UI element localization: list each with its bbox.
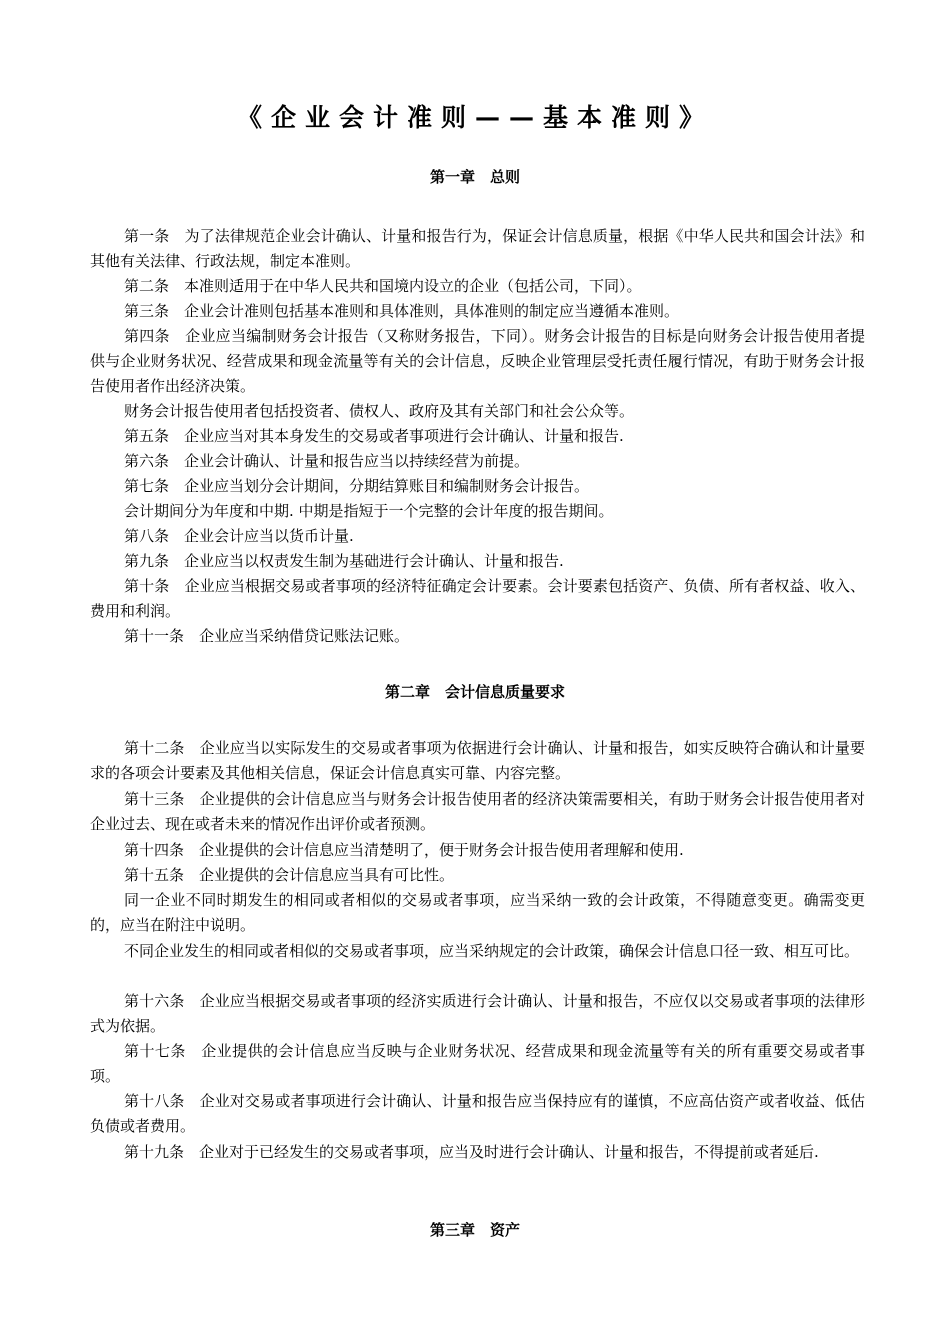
- article-paragraph: 财务会计报告使用者包括投资者、债权人、政府及其有关部门和社会公众等。: [124, 402, 635, 420]
- article-paragraph: 第十条 企业应当根据交易或者事项的经济特征确定会计要素。会计要素包括资产、负债、所有者权益、收入、费用和利润。: [90, 577, 865, 620]
- article-paragraph: 不同企业发生的相同或者相似的交易或者事项，应当采纳规定的会计政策，确保会计信息口径一致、相互可比。: [124, 942, 860, 960]
- chapter-heading: 第二章 会计信息质量要求: [384, 683, 565, 701]
- article-paragraph: 第十八条 企业对交易或者事项进行会计确认、计量和报告应当保持应有的谨慎，不应高估资产或者收益、低估负债或者费用。: [90, 1092, 865, 1135]
- article-paragraph: 第十四条 企业提供的会计信息应当清楚明了，便于财务会计报告使用者理解和使用.: [124, 841, 684, 859]
- article-paragraph: 第七条 企业应当划分会计期间，分期结算账目和编制财务会计报告。: [124, 477, 590, 495]
- article-paragraph: 第十二条 企业应当以实际发生的交易或者事项为依据进行会计确认、计量和报告，如实反映符合确认和计量要求的各项会计要素及其他相关信息，保证会计信息真实可靠、内容完整。: [90, 739, 865, 782]
- article-paragraph: 第九条 企业应当以权责发生制为基础进行会计确认、计量和报告.: [124, 552, 564, 570]
- article-paragraph: 第十三条 企业提供的会计信息应当与财务会计报告使用者的经济决策需要相关，有助于财务会计报告使用者对企业过去、现在或者未来的情况作出评价或者预测。: [90, 790, 865, 833]
- article-paragraph: 第五条 企业应当对其本身发生的交易或者事项进行会计确认、计量和报告.: [124, 427, 624, 445]
- article-paragraph: 第十九条 企业对于已经发生的交易或者事项，应当及时进行会计确认、计量和报告，不得提前或者延后.: [124, 1143, 819, 1161]
- article-paragraph: 第八条 企业会计应当以货币计量.: [124, 527, 354, 545]
- chapter-heading: 第三章 资产: [429, 1221, 520, 1239]
- article-paragraph: 第六条 企业会计确认、计量和报告应当以持续经营为前提。: [124, 452, 530, 470]
- article-paragraph: 第十七条 企业提供的会计信息应当反映与企业财务状况、经营成果和现金流量等有关的所有重要交易或者事项。: [90, 1042, 865, 1085]
- article-paragraph: 第二条 本准则适用于在中华人民共和国境内设立的企业（包括公司，下同）。: [124, 277, 642, 295]
- article-paragraph: 第三条 企业会计准则包括基本准则和具体准则，具体准则的制定应当遵循本准则。: [124, 302, 680, 320]
- article-paragraph: 第四条 企业应当编制财务会计报告（又称财务报告，下同）。财务会计报告的目标是向财务会计报告使用者提供与企业财务状况、经营成果和现金流量等有关的会计信息，反映企业管理层受托责任履行情况，有助于财务会计报告使用者作出经济决策。: [90, 327, 865, 395]
- article-paragraph: 第一条 为了法律规范企业会计确认、计量和报告行为，保证会计信息质量，根据《中华人民共和国会计法》和其他有关法律、行政法规，制定本准则。: [90, 227, 865, 270]
- article-paragraph: 会计期间分为年度和中期. 中期是指短于一个完整的会计年度的报告期间。: [124, 502, 614, 520]
- article-paragraph: 第十五条 企业提供的会计信息应当具有可比性。: [124, 866, 455, 884]
- chapter-heading: 第一章 总则: [429, 168, 520, 186]
- article-paragraph: 第十六条 企业应当根据交易或者事项的经济实质进行会计确认、计量和报告，不应仅以交易或者事项的法律形式为依据。: [90, 992, 865, 1035]
- article-paragraph: 同一企业不同时期发生的相同或者相似的交易或者事项，应当采纳一致的会计政策，不得随意变更。确需变更的，应当在附注中说明。: [90, 891, 865, 934]
- article-paragraph: 第十一条 企业应当采纳借贷记账法记账。: [124, 627, 410, 645]
- document-title: 《企业会计准则——基本准则》: [236, 103, 713, 132]
